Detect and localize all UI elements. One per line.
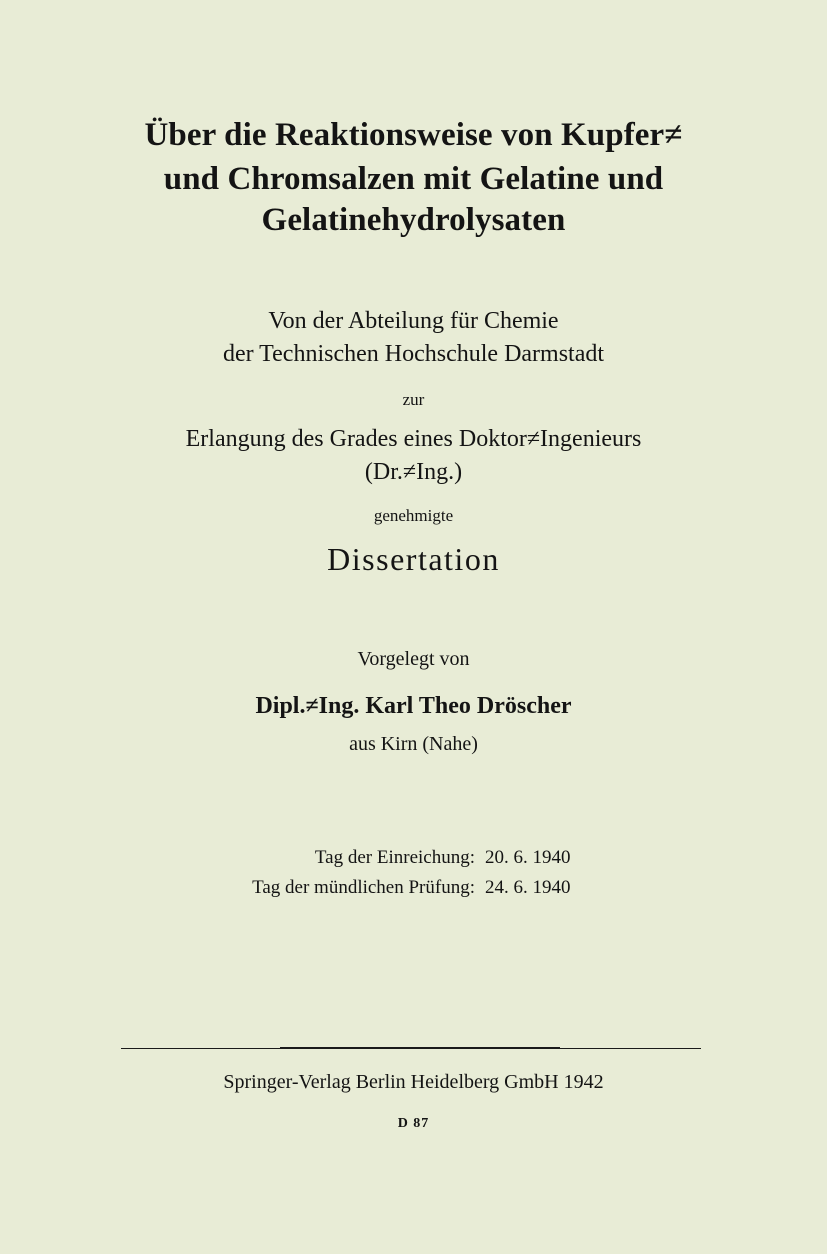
- approved-text: genehmigte: [373, 506, 454, 525]
- zur-text: zur: [402, 390, 425, 409]
- degree-line-2: (Dr.≠Ing.): [364, 459, 463, 485]
- submission-date-label: Tag der Einreichung:: [314, 847, 475, 868]
- author-origin: aus Kirn (Nahe): [349, 733, 478, 755]
- submission-date-value: 20. 6. 1940: [485, 847, 571, 868]
- title-line-1: Über die Reaktionsweise von Kupfer≠: [144, 117, 683, 153]
- print-code: D 87: [397, 1116, 430, 1131]
- document-type: Dissertation: [327, 541, 500, 577]
- degree-line-1: Erlangung des Grades eines Doktor≠Ingenieurs: [185, 426, 642, 452]
- submission-date-row: [200, 843, 595, 873]
- divider-rule-center: [280, 1047, 560, 1049]
- institution-line-1: Von der Abteilung für Chemie: [268, 308, 559, 334]
- presented-by: Vorgelegt von: [357, 648, 470, 670]
- title-line-3: Gelatinehydrolysaten: [261, 202, 566, 238]
- publisher-line: Springer-Verlag Berlin Heidelberg GmbH 1942: [223, 1071, 604, 1093]
- dates-block: [200, 843, 595, 903]
- author-name: Dipl.≠Ing. Karl Theo Dröscher: [255, 693, 572, 719]
- exam-date-value: 24. 6. 1940: [485, 877, 571, 898]
- exam-date-row: [200, 873, 595, 903]
- title-line-2: und Chromsalzen mit Gelatine und: [163, 161, 664, 197]
- exam-date-label: Tag der mündlichen Prüfung:: [252, 877, 475, 898]
- institution-line-2: der Technischen Hochschule Darmstadt: [222, 341, 605, 367]
